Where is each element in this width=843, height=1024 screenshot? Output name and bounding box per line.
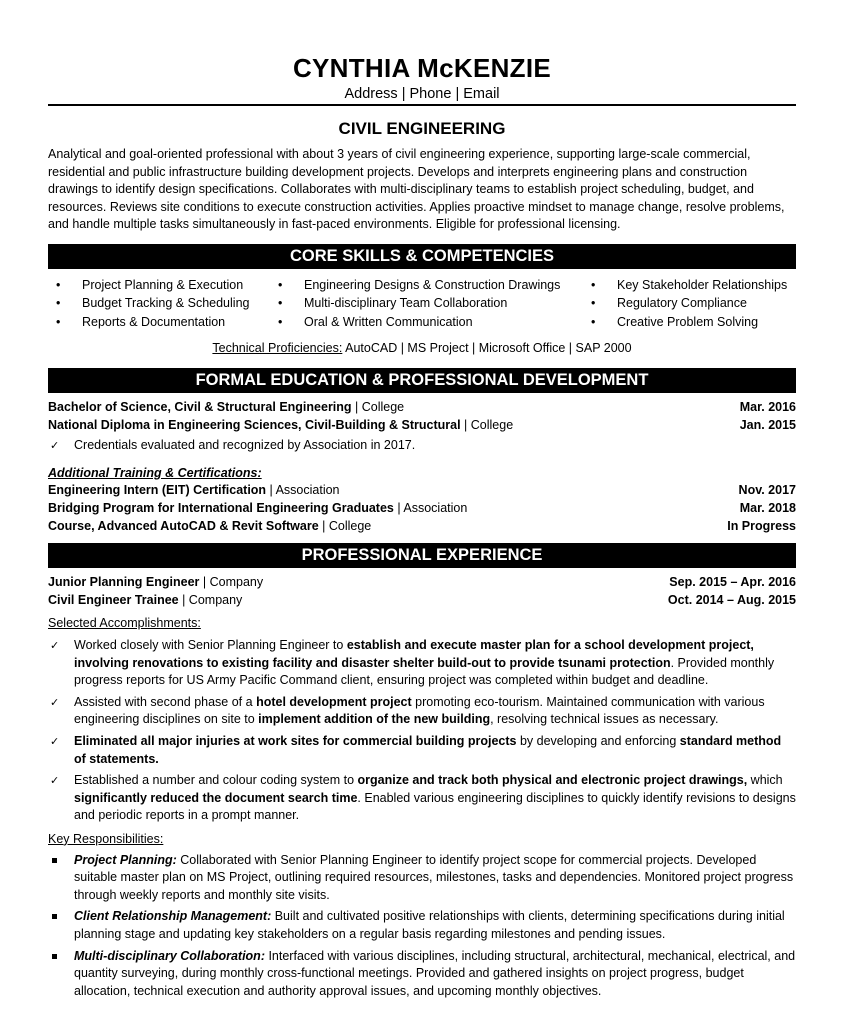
responsibility-item [48,948,796,1001]
accomplishment-highlight: organize and track both physical and electronic project drawings, [357,773,748,788]
skill-item: • Regulatory Compliance [583,294,796,313]
credential-note: ✓ Credentials evaluated and recognized by Association in 2017. [48,437,796,455]
accomplishment-highlight: standard method of statements. [74,733,782,766]
skill-item: • Budget Tracking & Scheduling [48,294,270,313]
job-org: | Company [199,575,264,590]
training-org: | Association [393,501,468,516]
degree-date: Mar. 2016 [739,400,796,415]
job-row [48,574,796,592]
training-heading: Additional Training & Certifications: [48,465,262,480]
responsibility-text: Interfaced with various disciplines, including structural, architectural, mechanical, electrical, and quantity surveying, during monthly cross-functional meetings. Provided and gathered insights on project progress, budget allocation, technical execution and authority approval issues, and upcoming monthly objectives. [74,948,796,998]
skills-list [48,276,796,332]
training-title: Bridging Program for International Engineering Graduates [48,501,394,516]
skills-column-2 [270,276,583,332]
accomplishment-highlight: Eliminated all major injuries at work sites for commercial building projects [74,733,517,748]
job-title: Civil Engineer Trainee [48,592,179,607]
core-skills-heading: CORE SKILLS & COMPETENCIES [48,244,796,269]
responsibility-text: Built and cultivated positive relationships with clients, determining specifications during initial planning stage and updating key stakeholders on a regular basis regarding milestones and pending issues. [74,909,785,941]
training-title: Engineering Intern (EIT) Certification [48,483,267,498]
accomplishment-highlight: establish and execute master plan for a school development project, involving renovations to existing facility and disaster shelter build-out to provide tsunami protection [74,638,754,670]
degree-org: | College [460,417,514,432]
skill-item: • Reports & Documentation [48,313,270,332]
job-date: Sep. 2015 – Apr. 2016 [669,575,796,590]
experience-heading: PROFESSIONAL EXPERIENCE [48,543,796,568]
accomplishment-item [48,772,796,825]
tech-label: Technical Proficiencies: [212,341,343,356]
resume-page [48,0,796,1000]
job-title: Junior Planning Engineer [48,575,200,590]
job-date: Oct. 2014 – Aug. 2015 [667,592,796,607]
responsibility-label: Client Relationship Management: [74,909,272,924]
accomplishment-text: which [747,773,783,788]
accomplishments-heading: Selected Accomplishments: [48,616,201,631]
training-date: In Progress [727,518,796,533]
training-org: | Association [266,483,340,498]
accomplishment-item [48,637,796,690]
job-org: | Company [178,592,243,607]
candidate-name: CYNTHIA McKENZIE [292,53,552,83]
contact-line: Address | Phone | Email [344,86,500,102]
accomplishment-text: . Provided monthly progress reports for US Army Pacific Command client, ensuring project was completed within budget and deadline. [74,655,775,688]
skill-item: • Creative Problem Solving [583,313,796,332]
education-heading: FORMAL EDUCATION & PROFESSIONAL DEVELOPMENT [48,368,796,393]
skill-item: • Multi-disciplinary Team Collaboration [270,294,583,313]
accomplishment-text: promoting eco-tourism. Maintained communication with various engineering disciplines on site to [74,694,765,727]
responsibility-item [48,908,796,943]
skill-item: • Oral & Written Communication [270,313,583,332]
skills-column-1 [48,276,270,332]
accomplishment-text: , resolving technical issues as necessary. [490,712,719,727]
professional-title: CIVIL ENGINEERING [338,119,506,138]
accomplishment-text: Established a number and colour coding system to [74,773,358,788]
accomplishment-item [48,733,796,768]
responsibility-label: Project Planning: [74,852,177,867]
skill-item: • Engineering Designs & Construction Drawings [270,276,583,295]
responsibility-item [48,852,796,905]
technical-proficiencies [48,340,796,358]
degree-title: National Diploma in Engineering Sciences, Civil-Building & Structural [48,417,461,432]
training-list [48,482,796,535]
training-date: Mar. 2018 [739,501,796,516]
tech-value: AutoCAD | MS Project | Microsoft Office | SAP 2000 [342,341,632,356]
degree-row [48,417,796,435]
training-date: Nov. 2017 [738,483,796,498]
accomplishment-highlight: hotel development project [256,694,412,709]
header-divider [48,104,796,106]
accomplishment-highlight: implement addition of the new building [258,712,491,727]
responsibility-text: Collaborated with Senior Planning Engineer to identify project scope for commercial projects. Developed suitable master plan on MS Project, outlining required resources, milestones, tasks and dependencies. Monitored project progress through weekly reports and monthly site visits. [74,852,794,902]
accomplishment-highlight: significantly reduced the document search time [74,790,358,805]
accomplishment-item [48,694,796,729]
degree-title: Bachelor of Science, Civil & Structural Engineering [48,400,352,415]
degree-date: Jan. 2015 [739,417,796,432]
job-list [48,574,796,609]
skill-item: • Project Planning & Execution [48,276,270,295]
accomplishment-text: . Enabled various engineering disciplines to quickly identify revisions to designs and periodic reports in a prompt manner. [74,790,796,823]
training-title: Course, Advanced AutoCAD & Revit Software [48,518,319,533]
accomplishment-text: Assisted with second phase of a [74,694,257,709]
responsibilities-heading: Key Responsibilities: [48,831,164,846]
training-row [48,482,796,500]
degree-list [48,399,796,434]
degree-row [48,399,796,417]
training-row [48,500,796,518]
job-row [48,592,796,610]
training-org: | College [318,518,372,533]
degree-org: | College [351,400,405,415]
accomplishment-text: by developing and enforcing [516,733,680,748]
accomplishment-text: Worked closely with Senior Planning Engineer to [74,638,347,652]
responsibility-label: Multi-disciplinary Collaboration: [74,948,265,963]
skills-column-3 [583,276,796,332]
summary-paragraph: Analytical and goal-oriented professional with about 3 years of civil engineering experience, supporting large-scale commercial, residential and public infrastructure building development projects. Develops and interprets engineering plans and construction drawings to identify design specifications. Collaborates with multi-disciplinary teams to establish project scheduling, budget, and resources. Reviews site conditions to execute construction activities. Applies proactive mindset to manage change, resolve problems, and handle multiple tasks simultaneously in fast-paced environments. Eligible for professional licensing. [48,147,785,232]
training-row [48,518,796,536]
skill-item: • Key Stakeholder Relationships [583,276,796,295]
